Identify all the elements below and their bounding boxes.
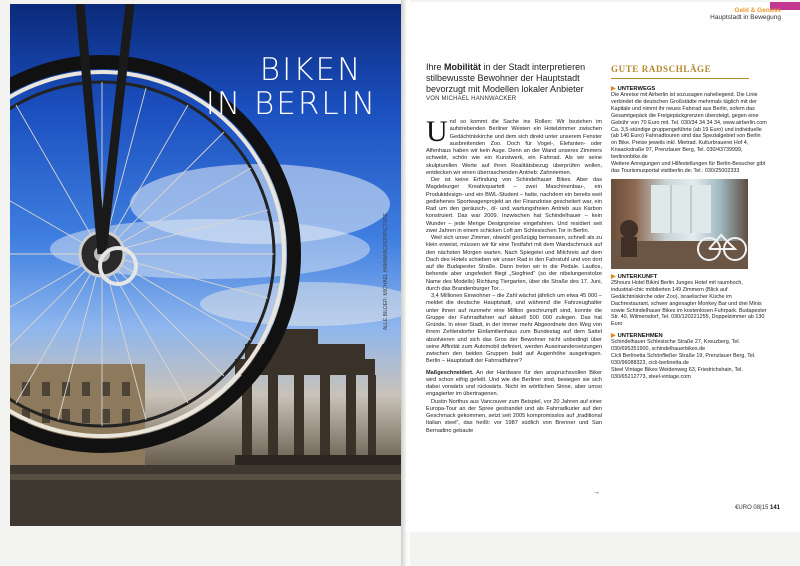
photo-credit: ALLE BILDER: MICHAEL HANNWACKER/PICTURE — [383, 212, 389, 330]
headline — [206, 52, 377, 122]
byline: VON MICHAEL HANNWACKER — [426, 96, 517, 102]
triangle-bullet-icon: ▶ — [611, 86, 616, 92]
company-entry: Cicli Berlinetta Schönfließer Straße 19, Prenzlauer Berg, Tel. 030/96088323, cicli-berlinetta.de — [611, 353, 756, 366]
magazine-issue: €URO 08|15 — [735, 505, 769, 511]
article-intro — [426, 62, 602, 102]
intro-text: Ihre Mobilität in der Stadt interpretieren stilbewusste Bewohner der Hauptstadt bevorzugt mit Modellen lokaler Anbieter — [426, 62, 586, 94]
page-footer — [735, 505, 780, 511]
section-header — [710, 7, 781, 21]
tips-text-unterwegs-3: Weitere Anregungen und Hilfestellungen für Berlin-Besucher gibt das Tourismusportal visitberlin.de; Tel.: 030/25002333 — [611, 161, 766, 174]
sidebar-title: GUTE RADSCHLÄGE — [611, 64, 712, 74]
tips-heading-unterkunft: ▶ UNTERKUNFT — [611, 273, 658, 280]
page-number: 141 — [769, 505, 780, 511]
tips-text-unterwegs-2: Ca. 3,5-stündige gruppengeführte (ab 19 Euro) und individuelle (ab 140 Euro) Fahrradtouren sind das Spezialgebiet von Berlin on Bike. Preise jeweils inkl. Mietrad. Kulturbrauerei Hof 4, Knaackstraße 97, Prenzlauer Berg, Tel. 030/43739999, berlinonbike.de — [611, 126, 762, 161]
right-page — [406, 2, 800, 532]
company-entry: Schindelhauer Schlesische Straße 27, Kreuzberg, Tel. 030/695351900, schindelhauerbikes.de — [611, 339, 741, 353]
paragraph-3: Weil sich unser Zimmer, obwohl großzügig bemessen, schnell als zu klein erweist, müssen wir für eine Testfahrt mit dem Wandschmuck auf den nächsten Morgen warten. Nach Spiegelei und Milchreis auf dem Dach des Hotels schieben wir unser Rad in den Fahrstuhl und von dort auf die Budapester Straße. Dann treten wir in die Pedale. Lautlos, behende aber ungefedert fliegt „Siegfried“ (so der nibelungenstolze Name des Modells) Richtung Tiergarten, über die Straße des 17. Juni, durch das Brandenburger Tor… — [426, 235, 602, 292]
left-page-photo — [10, 4, 401, 526]
tips-heading-unternehmen: ▶ UNTERNEHMEN — [611, 333, 663, 340]
triangle-bullet-icon: ▶ — [611, 333, 616, 340]
hotel-interior-photo — [611, 179, 748, 269]
continue-arrow-icon: → — [593, 489, 600, 496]
drop-cap: U — [426, 115, 448, 148]
paragraph-6: Dustin Northus aus Vancouver zum Beispiel, vor 20 Jahren auf einer Europa-Tour an der Spree gestrandet und als Fahrradkurier auf den Geschmack gekommen, setzt seit 2005 kompromisslos auf „traditional Italian steel“, das heißt: vor 1987 südlich von Brenner und San Bernadino gebaute — [426, 398, 602, 434]
hotel-bike-image — [611, 179, 748, 269]
paragraph-4: 3,4 Millionen Einwohner – die Zahl wächst jährlich um etwa 45 000 – meldet die deutsche Hauptstadt, und während die Fahrzeughalter unter ihnen auf nunmehr eine Million geschrumpft sind, konnte die Gruppe der Fahrradfahrer auf aktuell 500 000 zulegen. Das hat Gründe. In einer Stadt, in der immer mehr Abgeordnete den Weg von ihrem Zehlendorfer Einfamilienhaus zum Bundestag auf dem Sattel absolvieren und sich das Gros der Bewohner nicht unbedingt über seine Affinität zum Automobil definiert, werden Auseinandersetzungen zwischen den beiden Gruppen bald auf Augenhöhe ausgetragen. Berlin – Hauptstadt der Fahrradfahrer? — [426, 293, 602, 365]
headline-line-1: BIKEN — [259, 52, 363, 88]
headline-line-2: IN BERLIN — [205, 86, 377, 122]
tips-text-unterwegs: Die Anreise mit Airberlin ist sozusagen naheliegend. Die Linie verbindet die deutschen Großstädte mehrmals täglich mit der Kapitale und nimmt ihr neues Fahrrad aus Berlin, sofern das Gesamtgepäck die Freigepäckgrenzen übersteigt, gegen eine Gebühr von 70 Euro mit. Tel. 030/34 34 34 34, www.airberlin.com — [611, 92, 767, 126]
bicycle-fork — [80, 4, 130, 254]
paragraph-5: Maßgeschneidert. An der Hardware für den anspruchsvollen Biker wird schon eifrig gefeilt. Und wie die Berliner sind, bewegen sie sich dabei vorwärts und rückwärts. Nicht im wörtlichen Sinne, aber umso engagierter im übertragenen. — [426, 369, 602, 398]
tips-text-unterkunft: 25hours Hotel Bikini Berlin Junges Hotel mit raumhoch, industrial-chic möblierten 149 Zimmern (Blick auf Gedächtniskirche oder Zoo), israelischer Küche im Dachrestaurant, schwer angesagter Monkey Bar und drei Minis sowie Schindelhauer Bikes im kostenlosen Fuhrpark. Budapester Str. 40, Wilmersdorf, Tel. 030/120221255, Doppelzimmer ab 130 Euro — [611, 279, 767, 328]
sidebar-rule — [611, 78, 749, 79]
sidebar-tips — [611, 64, 767, 381]
company-entry: Steel Vintage Bikes Weidenweg 63, Friedrichshain, Tel. 030/65212773, steel-vintage.com — [611, 366, 743, 380]
paragraph-2: Der ist keine Erfindung von Schindelhauer Bikes. Aber das Magdeburger Kreativquartett – zwei Maschinenbau-, ein Produktdesign- und ein BWL-Student – hatte, nachdem ein bereits weit gediehenes Sportwagenprojekt an der Finanzkrise gescheitert war, ein Rad um den geräusch-, öl- und wartungsfreien Antrieb aus Karbon konstruiert. Das war 2009. Inzwischen hat Schindelhauer – kein Wunder – jede Menge Designpreise eingefahren. Und residiert seit zwei Jahren in einem schicken Loft am Schlesischen Tor in Berlin. — [426, 177, 602, 234]
section-heading: Maßgeschneidert. — [426, 369, 474, 376]
triangle-bullet-icon: ▶ — [611, 273, 616, 280]
paragraph-1: Und so kommt die Sache ins Rollen: Wir beziehen im aufstrebenden Berliner Westen ein Hotelzimmer zwischen Gedächtniskirche und dem sich direkt unter unserem Fenster ausbreitenden Zoo. Doch für Vogel-, Elefanten- oder Affenhaus haben wir kein Auge. Denn an der Wand unseres Zimmers schwebt, schön wie ein Kunstwerk, ein Fahrrad. Als wir seine skulpturellen Werte auf ihren Realitätsbezug überprüfen wollen, entdecken wir einen überraschenden Antrieb: Zahnriemen. — [426, 115, 602, 176]
article-body — [426, 115, 602, 435]
section-category: Geld & Genuss — [734, 7, 781, 14]
section-subtitle: Hauptstadt in Bewegung — [710, 14, 781, 21]
tips-heading-unterwegs: ▶ UNTERWEGS — [611, 86, 656, 92]
